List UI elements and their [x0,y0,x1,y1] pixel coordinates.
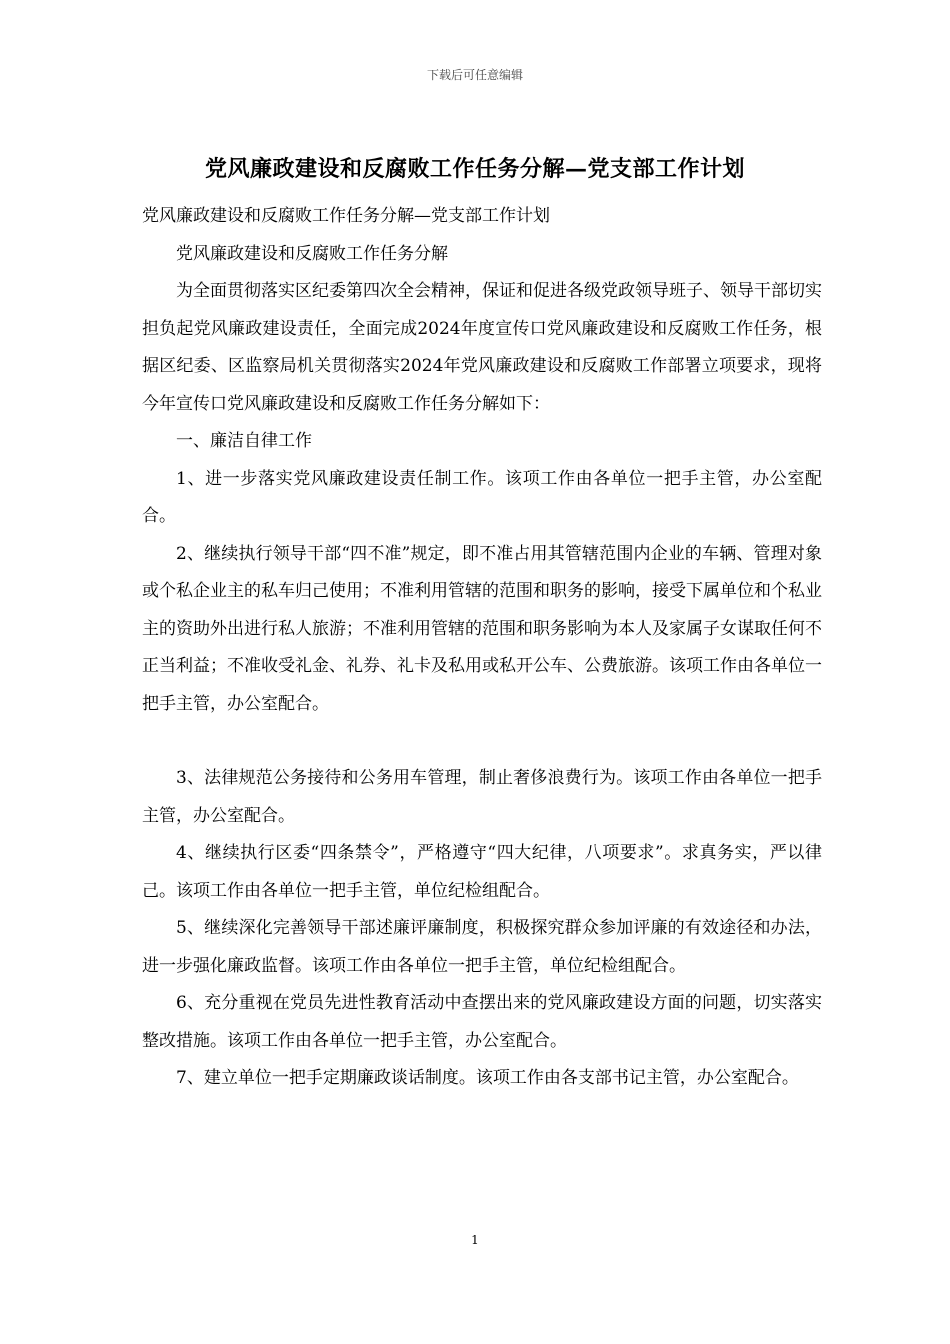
header-note: 下载后可任意编辑 [426,68,523,82]
document-body [142,198,822,1098]
part1-heading: 一、廉洁自律工作 [176,431,312,451]
paragraph-spacer [142,723,822,760]
intro-paragraph: 为全面贯彻落实区纪委第四次全会精神，保证和促进各级党政领导班子、领导干部切实担负起党风廉政建设责任，全面完成2024年度宣传口党风廉政建设和反腐败工作任务，根据区纪委、区监察局机关贯彻落实2024年党风廉政建设和反腐败工作部署立项要求，现将今年宣传口党风廉政建设和反腐败工作任务分解如下： [142,281,822,414]
document-title: 党风廉政建设和反腐败工作任务分解—党支部工作计划 [204,156,745,182]
list-item: 5、继续深化完善领导干部述廉评廉制度，积极探究群众参加评廉的有效途径和办法，进一步强化廉政监督。该项工作由各单位一把手主管，单位纪检组配合。 [142,918,822,976]
list-item: 7、建立单位一把手定期廉政谈话制度。该项工作由各支部书记主管，办公室配合。 [176,1068,799,1088]
list-item: 3、法律规范公务接待和公务用车管理，制止奢侈浪费行为。该项工作由各单位一把手主管，办公室配合。 [142,768,822,826]
list-item: 6、充分重视在党员先进性教育活动中查摆出来的党风廉政建设方面的问题，切实落实整改措施。该项工作由各单位一把手主管，办公室配合。 [142,993,822,1051]
list-item: 4、继续执行区委“四条禁令”，严格遵守“四大纪律，八项要求”。求真务实，严以律己。该项工作由各单位一把手主管，单位纪检组配合。 [142,843,822,901]
subtitle: 党风廉政建设和反腐败工作任务分解—党支部工作计划 [142,206,550,226]
page-number: 1 [471,1233,479,1247]
list-item: 2、继续执行领导干部“四不准”规定，即不准占用其管辖范围内企业的车辆、管理对象或个私企业主的私车归己使用；不准利用管辖的范围和职务的影响，接受下属单位和个私业主的资助外出进行私人旅游；不准利用管辖的范围和职务影响为本人及家属子女谋取任何不正当利益；不准收受礼金、礼券、礼卡及私用或私开公车、公费旅游。该项工作由各单位一把手主管，办公室配合。 [142,543,822,714]
section-heading: 党风廉政建设和反腐败工作任务分解 [176,243,448,264]
list-item: 1、进一步落实党风廉政建设责任制工作。该项工作由各单位一把手主管，办公室配合。 [142,468,822,526]
